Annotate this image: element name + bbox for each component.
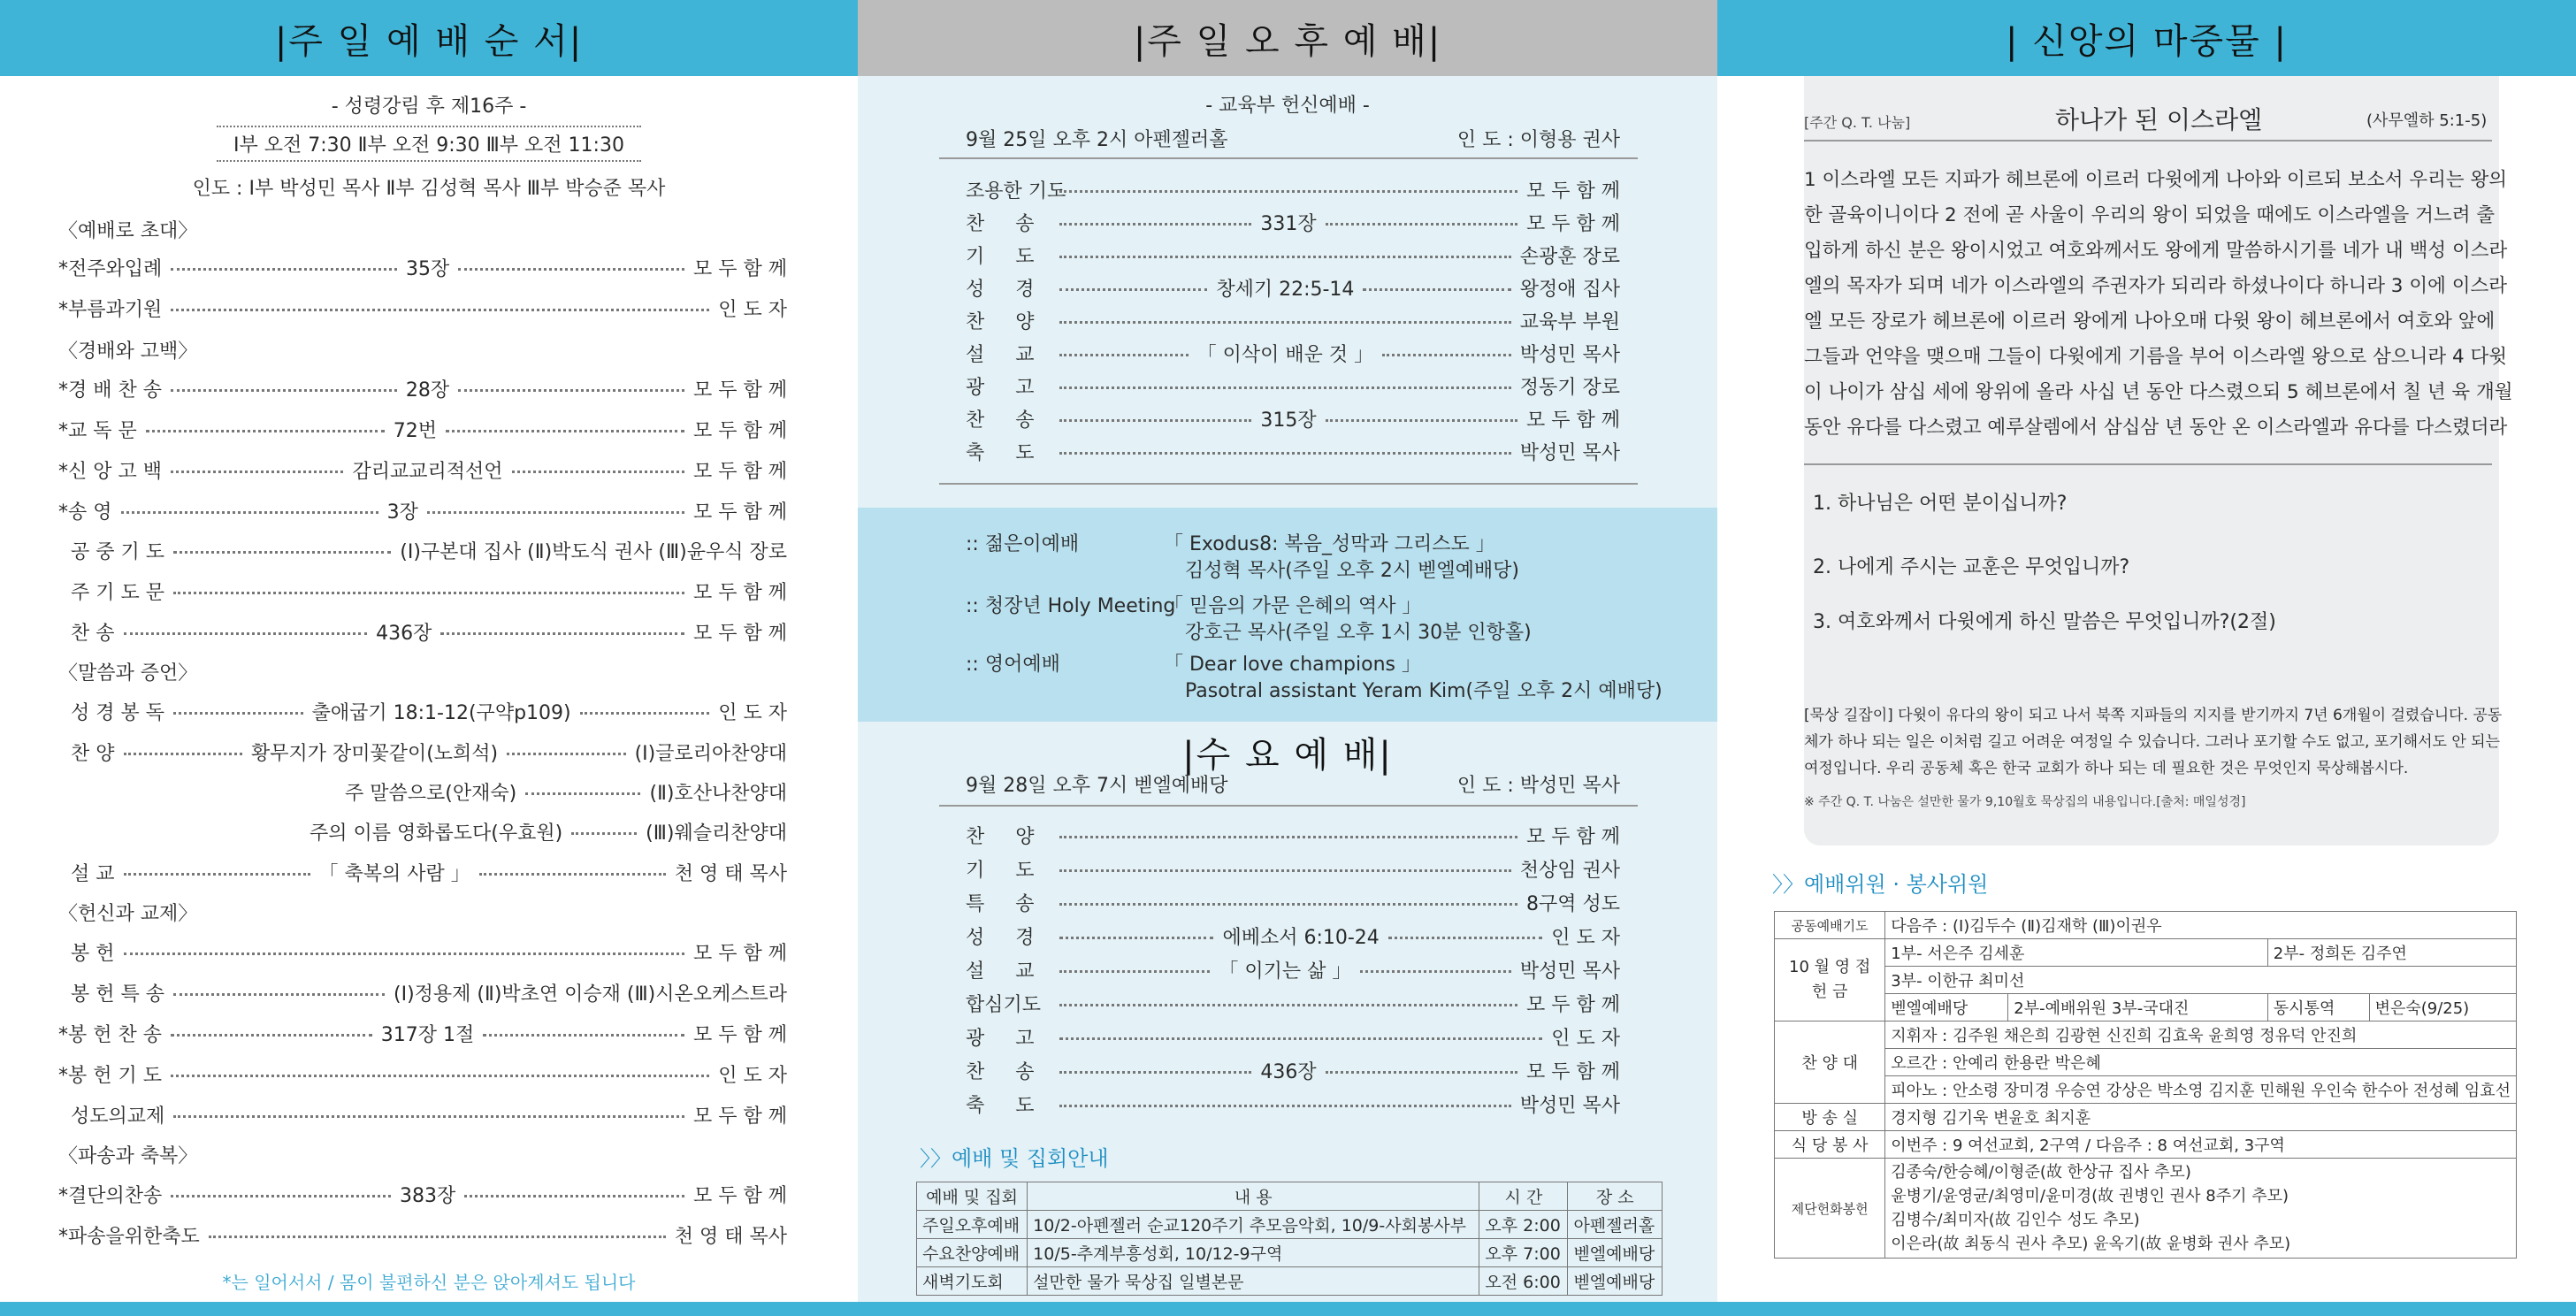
service-leaders: 인도 : Ⅰ부 박성민 목사 Ⅱ부 김성혁 목사 Ⅲ부 박승준 목사	[192, 178, 666, 200]
order-row: *신 앙 고 백 감리교교리적선언 모 두 함 께	[58, 460, 787, 483]
qt-reference: (사무엘하 5:1-5)	[2366, 111, 2488, 130]
youth-3-info: Pasotral assistant Yeram Kim(주일 오후 2시 예배당)	[1185, 680, 1663, 702]
order-row: *파송을위한축도 천 영 태 목사	[58, 1225, 787, 1248]
table-row: 식 당 봉 사 이번주 : 9 여선교회, 2구역 / 다음주 : 8 여선교회, 3구역	[1775, 1131, 2517, 1159]
order-row: 찬 송 315장 모 두 함 께	[966, 409, 1620, 432]
order-row: 봉 헌 모 두 함 께	[71, 942, 787, 965]
order-row: 성 경 창세기 22:5-14 왕정애 집사	[966, 278, 1621, 301]
order-row: 특 송 8구역 성도	[966, 892, 1620, 915]
order-row: 주 말씀으로(안재숙) (Ⅱ)호산나찬양대	[345, 782, 787, 805]
order-row: 광 고 정동기 장로	[966, 376, 1620, 399]
table-row: 3부- 이한규 최미선	[1775, 967, 2517, 994]
meeting-guide-table: 예배 및 집회 내 용 시 간 장 소 주일오후예배 10/2-아펜젤러 순교120주기 추모음악회, 10/9-사회봉사부 오후 2:00 아펜젤러홀 수요찬양예배 10/5-추계부흥성회, 10/12-9구역 오후 7:00 벧엘예배당 새벽기도회 설만한 물가 묵상집 일별본문 오전 6:00 벧엘예배당	[916, 1182, 1663, 1296]
youth-2-title: 「 믿음의 가문 은혜의 역사 」	[1164, 595, 1422, 617]
order-row: *전주와입례 35장 모 두 함 께	[58, 257, 788, 280]
order-row: 찬 양 교육부 부원	[966, 310, 1620, 333]
order-row: *결단의찬송 383장 모 두 함 께	[58, 1184, 788, 1207]
qt-question-3: 3. 여호와께서 다윗에게 하신 말씀은 무엇입니까?(2절)	[1813, 611, 2276, 633]
afternoon-worship-title: |주 일 오 후 예 배|	[858, 0, 1717, 76]
divider	[939, 157, 1638, 159]
order-row: 성 경 에베소서 6:10-24 인 도 자	[966, 926, 1620, 949]
meditation-1: [묵상 길잡이] 다윗이 유다의 왕이 되고 나서 북쪽 지파들의 지지를 받기까지 7년 6개월이 걸렸습니다. 공동	[1804, 707, 2503, 724]
youth-2-info: 강호근 목사(주일 오후 1시 30분 인항홀)	[1185, 622, 1532, 644]
table-row: 새벽기도회 설만한 물가 묵상집 일별본문 오전 6:00 벧엘예배당	[917, 1267, 1663, 1296]
youth-3-label: :: 영어예배	[966, 654, 1060, 676]
wednesday-leader: 인 도 : 박성민 목사	[1456, 774, 1620, 797]
qt-line: 입하게 하신 분은 왕이시었고 여호와께서도 왕에게 말씀하시기를 네가 내 백성 이스라	[1804, 240, 2508, 262]
volunteers-table	[1774, 911, 2517, 1259]
qt-line: 이 나이가 삼십 세에 왕위에 올라 사십 년 동안 다스렸으되 5 헤브론에서 칠 년 육 개월	[1804, 381, 2513, 403]
youth-2-label: :: 청장년 Holy Meeting	[966, 595, 1176, 617]
order-row: 공 중 기 도 (Ⅰ)구본대 집사 (Ⅱ)박도식 권사 (Ⅲ)윤우식 장로	[71, 540, 787, 563]
order-row: 주의 이름 영화롭도다(우효원) (Ⅲ)웨슬리찬양대	[310, 822, 787, 845]
table-row: 방 송 실 경지형 김기욱 변윤호 최지훈	[1775, 1104, 2517, 1131]
worship-order-title: |주 일 예 배 순 서|	[0, 0, 858, 76]
order-row: 찬 송 436장 모 두 함 께	[71, 622, 787, 645]
service-times: Ⅰ부 오전 7:30 Ⅱ부 오전 9:30 Ⅲ부 오전 11:30	[217, 126, 641, 162]
order-row: 기 도 천상임 권사	[966, 859, 1620, 882]
youth-1-label: :: 젊은이예배	[966, 533, 1080, 555]
order-row: 성도의교제 모 두 함 께	[71, 1105, 787, 1128]
section-offering: 〈헌신과 교제〉	[58, 903, 198, 925]
order-row: 조용한 기도 모 두 함 께	[966, 180, 1620, 203]
afternoon-info	[966, 122, 1620, 154]
wednesday-info	[966, 768, 1620, 800]
qt-title: 하나가 된 이스라엘	[2055, 105, 2263, 134]
youth-3-title: 「 Dear love champions 」	[1164, 654, 1421, 676]
section-word: 〈말씀과 증언〉	[58, 662, 198, 685]
qt-tag: [주간 Q. T. 나눔]	[1804, 114, 1911, 131]
youth-1-info: 김성혁 목사(주일 오후 2시 벧엘예배당)	[1185, 560, 1519, 582]
order-row: 축 도 박성민 목사	[966, 1094, 1620, 1117]
order-row: *봉 헌 찬 송 317장 1절 모 두 함 께	[58, 1023, 787, 1046]
table-row: 10 월 영 접 헌 금 1부- 서은주 김세훈 2부- 정희돈 김주연	[1775, 939, 2517, 967]
table-row: 피아노 : 안소령 장미경 우승연 강상은 박소영 김지훈 민해원 우인숙 한수아 전성혜 임효선	[1775, 1076, 2517, 1104]
order-row: 광 고 인 도 자	[966, 1027, 1620, 1050]
bottom-bar	[0, 1302, 2576, 1316]
divider	[1804, 463, 2492, 465]
order-row: 찬 송 436장 모 두 함 께	[966, 1060, 1620, 1083]
youth-1-title: 「 Exodus8: 복음_성막과 그리스도 」	[1164, 533, 1495, 555]
section-invitation: 〈예배로 초대〉	[58, 220, 198, 242]
divider	[939, 805, 1638, 807]
meditation-2: 체가 하나 되는 일은 이처럼 길고 어려운 여정일 수 있습니다. 그러나 포기할 수도 없고, 포기해서도 안 되는	[1804, 733, 2500, 751]
standing-note: *는 일어서서 / 몸이 불편하신 분은 앉아계셔도 됩니다	[222, 1272, 636, 1293]
qt-source: ※ 주간 Q. T. 나눔은 설만한 물가 9,10월호 묵상집의 내용입니다.[출처: 매일성경]	[1804, 795, 2246, 809]
qt-line: 동안 유다를 다스렸고 예루살렘에서 삼십삼 년 동안 온 이스라엘과 유다를 다스렸더라	[1804, 417, 2508, 439]
qt-line: 엘 모든 장로가 헤브론에 이르러 왕에게 나아오매 다윗 왕이 헤브론에서 여호와 앞에	[1804, 310, 2496, 333]
order-row: 봉 헌 특 송 (Ⅰ)정용제 (Ⅱ)박초연 이승재 (Ⅲ)시온오케스트라	[71, 983, 787, 1006]
order-row: 축 도 박성민 목사	[966, 441, 1620, 464]
qt-question-1: 1. 하나님은 어떤 분이십니까?	[1813, 493, 2068, 515]
order-row: 주 기 도 문 모 두 함 께	[71, 581, 787, 604]
table-row: 수요찬양예배 10/5-추계부흥성회, 10/12-9구역 오후 7:00 벧엘예배당	[917, 1239, 1663, 1267]
season-label: - 성령강림 후 제16주 -	[331, 96, 527, 118]
table-row: 오르간 : 안예리 한용란 박은혜	[1775, 1049, 2517, 1076]
order-row: 설 교 「 이기는 삶 」 박성민 목사	[966, 960, 1621, 983]
qt-line: 엘의 목자가 되며 네가 이스라엘의 주권자가 되리라 하셨나이다 하니라 3 이에 이스라	[1804, 275, 2508, 297]
faith-title: | 신앙의 마중물 |	[1717, 0, 2576, 76]
qt-question-2: 2. 나에게 주시는 교훈은 무엇입니까?	[1813, 556, 2130, 578]
order-row: *부름과기원 인 도 자	[58, 298, 787, 321]
order-row: 찬 양 모 두 함 께	[966, 825, 1620, 848]
afternoon-leader: 인 도 : 이형용 권사	[1456, 128, 1620, 151]
order-row: *봉 헌 기 도 인 도 자	[58, 1064, 787, 1087]
afternoon-datetime: 9월 25일 오후 2시 아펜젤러홀	[966, 128, 1228, 151]
table-row: 공동예배기도 다음주 : (Ⅰ)김두수 (Ⅱ)김재학 (Ⅲ)이권우	[1775, 912, 2517, 939]
meeting-guide-title: 〉〉예배 및 집회안내	[920, 1146, 1109, 1171]
qt-line: 그들과 언약을 맺으매 그들이 다윗에게 기름을 부어 이스라엘 왕으로 삼으니라 4 다윗	[1804, 346, 2508, 368]
order-row: 찬 송 331장 모 두 함 께	[966, 212, 1620, 235]
order-row: 기 도 손광훈 장로	[966, 245, 1620, 268]
table-row: 벧엘예배당 2부-예배위원 3부-국대진 동시통역 변은숙(9/25)	[1775, 994, 2517, 1021]
qt-line: 한 골육이니이다 2 전에 곧 사울이 우리의 왕이 되었을 때에도 이스라엘을 거느려 출	[1804, 204, 2496, 226]
divider	[939, 483, 1638, 485]
order-row: *교 독 문 72번 모 두 함 께	[58, 419, 787, 442]
section-worship: 〈경배와 고백〉	[58, 340, 198, 363]
volunteers-title: 〉〉예배위원 · 봉사위원	[1772, 872, 1989, 897]
order-row: *송 영 3장 모 두 함 께	[58, 501, 787, 524]
order-row: 설 교 「 이삭이 배운 것 」 박성민 목사	[966, 343, 1621, 366]
meditation-3: 여정입니다. 우리 공동체 혹은 한국 교회가 하나 되는 데 필요한 것은 무엇인지 묵상해봅시다.	[1804, 760, 2409, 777]
afternoon-sub: - 교육부 헌신예배 -	[1205, 95, 1370, 117]
order-row: 설 교 「 축복의 사람 」 천 영 태 목사	[71, 862, 787, 885]
table-row: 찬 양 대 지휘자 : 김주원 채은희 김광현 신진희 김효욱 윤희영 정유덕 안진희	[1775, 1021, 2517, 1049]
order-row: 합심기도 모 두 함 께	[966, 993, 1620, 1016]
divider	[1804, 140, 2492, 142]
wednesday-title: |수 요 예 배|	[1182, 735, 1393, 776]
order-row: 성 경 봉 독 출애굽기 18:1-12(구약p109) 인 도 자	[71, 701, 787, 724]
table-row: 주일오후예배 10/2-아펜젤러 순교120주기 추모음악회, 10/9-사회봉사부 오후 2:00 아펜젤러홀	[917, 1211, 1663, 1239]
qt-line: 1 이스라엘 모든 지파가 헤브론에 이르러 다윗에게 나아와 이르되 보소서 우리는 왕의	[1804, 169, 2508, 191]
table-row: 제단헌화봉헌 김종숙/한승혜/이형준(故 한상규 집사 추모) 윤병기/윤영균/최영미/윤미경(故 권병인 권사 8주기 추모) 김병수/최미자(故 김인수 성도 추모) 이은라(故 최동식 권사 추모) 윤옥기(故 윤병화 권사 추모)	[1775, 1159, 2517, 1259]
section-sending: 〈파송과 축복〉	[58, 1145, 198, 1167]
order-row: *경 배 찬 송 28장 모 두 함 께	[58, 379, 787, 402]
order-row: 찬 양 황무지가 장미꽃같이(노희석) (Ⅰ)글로리아찬양대	[71, 742, 788, 765]
wednesday-datetime: 9월 28일 오후 7시 벧엘예배당	[966, 774, 1228, 797]
